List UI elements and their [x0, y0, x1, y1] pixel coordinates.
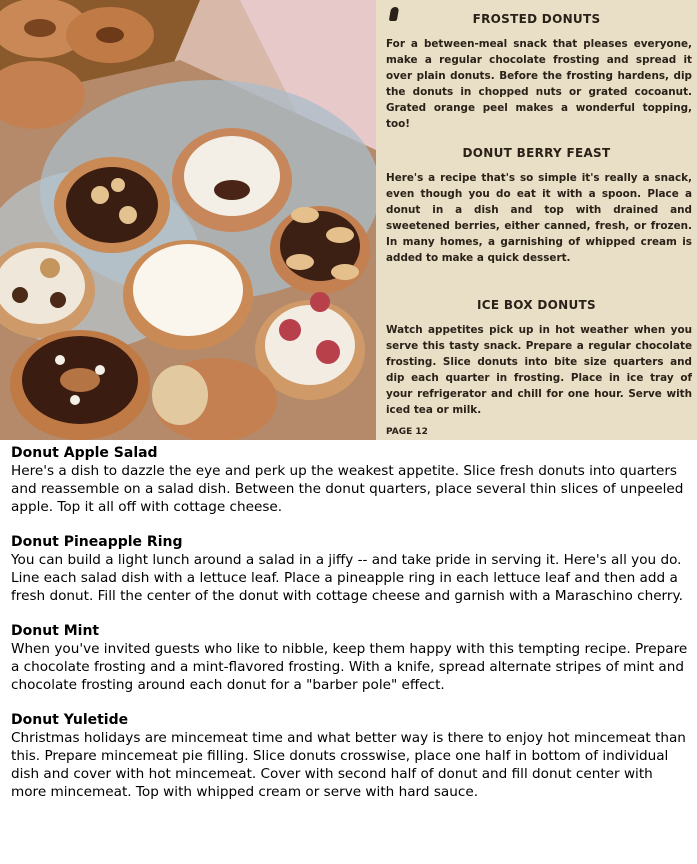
recipe-body: When you've invited guests who like to nibble, keep them happy with this tempting recipe. Prepare a chocolate frosting and a mint-flavored frosting. With a knife, spread alternate stripes of mint and chocolate frosting around each donut for a "barber pole" effect.: [11, 641, 688, 693]
scan-recipe-body: Here's a recipe that's so simple it's really a snack, even though you do eat it with a spoon. Place a donut in a dish and top with drained and sweetened berries, either canned, fresh, or frozen. In many homes, a garnishing of whipped cream is added to make a quick dessert.: [386, 172, 692, 264]
recipe-section: [11, 622, 691, 694]
scan-recipe-title: DONUT BERRY FEAST: [462, 146, 611, 160]
recipe-page: [376, 0, 697, 440]
recipe-body: You can build a light lunch around a salad in a jiffy -- and take pride in serving it. Here's all you do. Line each salad dish with a lettuce leaf. Place a pineapple ring in each lettuce leaf and then add a fresh donut. Fill the center of the donut with cottage cheese and garnish with a Maraschino cherry.: [11, 552, 683, 604]
recipe-title: Donut Pineapple Ring: [11, 534, 183, 550]
recipe-body: Christmas holidays are mincemeat time and what better way is there to enjoy hot mincemeat than this. Prepare mincemeat pie filling. Slice donuts crosswise, place one half in bottom of individual dish and cover with hot mincemeat. Cover with second half of donut and fill donut center with more mincemeat. Top with whipped cream or serve with hard sauce.: [11, 730, 686, 800]
recipe-section: [11, 711, 691, 801]
recipe-title: Donut Apple Salad: [11, 445, 158, 461]
recipe-body: Here's a dish to dazzle the eye and perk up the weakest appetite. Slice fresh donuts into quarters and reassemble on a salad dish. Between the donut quarters, place several thin slices of unpeeled apple. Top it all off with cottage cheese.: [11, 463, 684, 515]
recipe-title: Donut Mint: [11, 623, 100, 639]
scan-recipe-title: FROSTED DONUTS: [472, 12, 601, 26]
page-number: PAGE 12: [386, 427, 428, 437]
recipe-list: [0, 444, 697, 818]
recipe-section: [11, 444, 691, 516]
recipe-title: Donut Yuletide: [11, 712, 129, 728]
recipe-section: [11, 533, 691, 605]
scan-recipe-body: For a between-meal snack that pleases everyone, make a regular chocolate frosting and spread it over plain donuts. Before the frosting hardens, dip the donuts in chopped nuts or grated cocoanut. Grated orange peel makes a wonderful topping, too!: [386, 38, 692, 130]
donut-photo: [0, 0, 376, 440]
scan-recipe-body: Watch appetites pick up in hot weather when you serve this tasty snack. Prepare a regular chocolate frosting. Slice donuts into bite size quarters and dip each quarter in frosting. Place in ice tray of your refrigerator and chill for one hour. Serve with iced tea or milk.: [386, 324, 692, 416]
scan-recipe-title: ICE BOX DONUTS: [477, 298, 596, 312]
